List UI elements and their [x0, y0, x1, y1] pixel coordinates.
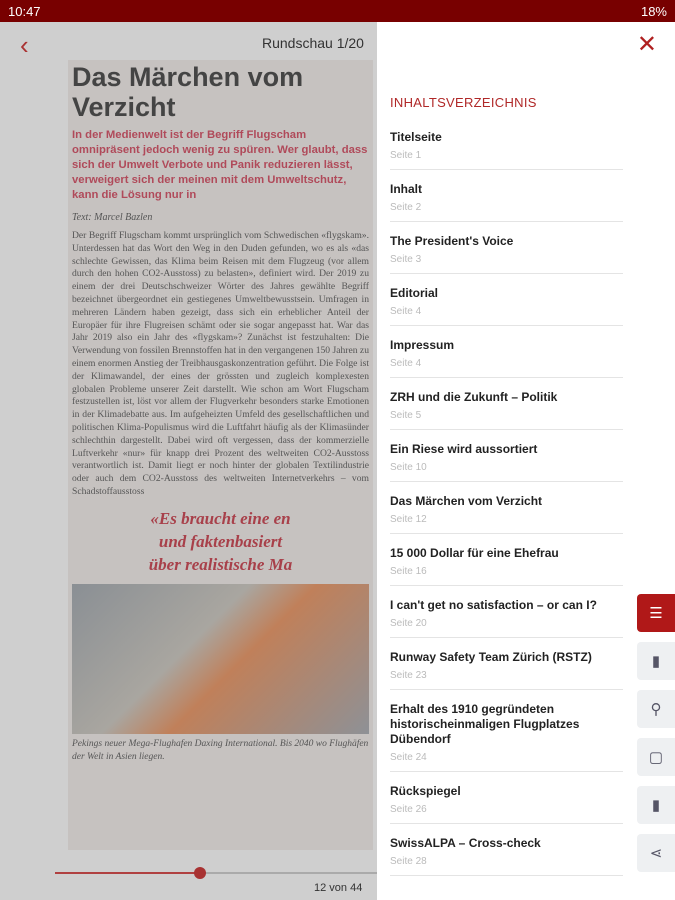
- toc-item-title: I can't get no satisfaction – or can I?: [390, 598, 597, 612]
- list-icon: ☰: [649, 605, 663, 622]
- page-button[interactable]: [637, 786, 675, 824]
- page-slider[interactable]: [55, 872, 377, 874]
- toc-item-title: SwissALPA – Cross-check: [390, 836, 541, 850]
- toc-item-page: Seite 20: [390, 618, 427, 629]
- toc-item-title: Ein Riese wird aussortiert: [390, 442, 538, 456]
- slider-handle[interactable]: [194, 867, 206, 879]
- toc-item-page: Seite 1: [390, 150, 422, 161]
- toc-item-page: Seite 26: [390, 804, 427, 815]
- toc-item[interactable]: [390, 493, 623, 534]
- toc-item[interactable]: [390, 129, 623, 170]
- toc-item-title: Editorial: [390, 286, 439, 300]
- toc-item-page: Seite 16: [390, 566, 427, 577]
- toc-item[interactable]: [390, 545, 623, 586]
- page-indicator: 12 von 44: [314, 882, 363, 894]
- toc-item-title: Inhalt: [390, 182, 422, 196]
- article-author: Text: Marcel Bazlen: [72, 212, 153, 223]
- toc-item[interactable]: [390, 783, 623, 824]
- toc-item[interactable]: [390, 181, 623, 222]
- toc-item[interactable]: [390, 285, 623, 326]
- toc-item[interactable]: [390, 233, 623, 274]
- toc-item-page: Seite 12: [390, 514, 427, 525]
- toc-item-page: Seite 5: [390, 410, 422, 421]
- toc-item[interactable]: [390, 835, 623, 876]
- toc-item-title: Das Märchen vom Verzicht: [390, 494, 543, 508]
- back-chevron-icon[interactable]: ‹: [20, 30, 29, 60]
- toc-heading: INHALTSVERZEICHNIS: [390, 95, 537, 110]
- page-icon: ▮: [651, 797, 661, 814]
- toc-list: [390, 129, 623, 887]
- toc-item-page: Seite 28: [390, 856, 427, 867]
- airport-photo: [72, 584, 369, 734]
- document-title: Rundschau 1/20: [262, 35, 364, 51]
- toc-item-title: Impressum: [390, 338, 455, 352]
- toc-item-title: Runway Safety Team Zürich (RSTZ): [390, 650, 592, 664]
- article-body: Der Begriff Flugscham kommt ursprünglich vom Schwedischen «flygskam». Unterdessen hat das Wort den Weg in den Duden gefunden, wo es als «das schlechte Gewissen, das Klima beim Reisen mit dem Flugzeug (vor allem durch den hohen CO2-Ausstoss) zu belasten», definiert wird. Der 2019 zu einem der drei Deutschschweizer Wörter des Jahres gewählte Begriff bezeichnet übergeordnet ein gestiegenes Umweltbewusstsein. Umfragen in mehreren Ländern haben gezeigt, dass sich ein erheblicher Anteil der Europäer für ihre Flugreisen schämt oder sie sogar angepasst hat. War das Jahr 2019 also ein Jahr des «flygskam»? Zunächst ist festzuhalten: Die Verwendung von fossilen Brennstoffen hat in den vergangenen 150 Jahren zu einem enormen Anstieg der Treibhausgaskonzentration geführt. Die Folge ist der Klimawandel, der eines der grössten und zugleich komplexesten globalen Probleme unserer Zeit darstellt. Wie schon am Wort Flugscham festzustellen ist, löst vor allem der Flugverkehr besonders starke Emotionen in der Klimadebatte aus. Im aufgeheizten Umfeld des gesellschaftlichen und politischen Klima-Populismus wird die Luftfahrt häufig als der Klimasünder schlechthin dargestellt. Dabei wird oft vergessen, dass der kommerzielle Luftverkehr «nur» für knapp drei Prozent des weltweiten CO2-Ausstoss verantwortlich ist. Damit liegt er noch hinter der globalen Textilindustrie oder auch dem CO2-Ausstoss des weltweiten Internetverkehrs – vom Schadstoffausstoss: [72, 230, 369, 497]
- status-bar: [0, 0, 675, 22]
- toc-item[interactable]: [390, 389, 623, 430]
- magazine-page[interactable]: [68, 60, 373, 850]
- toc-item[interactable]: [390, 597, 623, 638]
- tool-rail: [637, 594, 675, 882]
- photo-caption: Pekings neuer Mega-Flughafen Daxing International. Bis 2040 wo Flughäfen der Welt in Asien liegen.: [72, 738, 369, 762]
- search-icon: ⚲: [650, 701, 662, 718]
- toc-item-page: Seite 4: [390, 358, 422, 369]
- toc-item[interactable]: [390, 337, 623, 378]
- toc-item-title: The President's Voice: [390, 234, 514, 248]
- slider-fill: [55, 872, 200, 874]
- article-lead: In der Medienwelt ist der Begriff Flugscham omnipräsent jedoch wenig zu spüren. Wer glaubt, dass sich der Umwelt Verbote und Panik reduzieren lässt, verweigert sich der meinen mit dem Umweltschutz, kann die Lösung nur in: [72, 129, 368, 201]
- toc-item-page: Seite 23: [390, 670, 427, 681]
- battery-level: 18%: [640, 3, 667, 19]
- toc-item-page: Seite 4: [390, 306, 422, 317]
- toc-item-title: 15 000 Dollar für eine Ehefrau: [390, 546, 559, 560]
- share-button[interactable]: [637, 834, 675, 872]
- toc-item-page: Seite 2: [390, 202, 422, 213]
- toc-item-title: Rückspiegel: [390, 784, 461, 798]
- toc-drawer: [377, 22, 675, 900]
- document-icon: ▮: [651, 653, 661, 670]
- toc-item[interactable]: [390, 441, 623, 482]
- share-icon: ⋖: [649, 845, 663, 862]
- toc-item-page: Seite 10: [390, 462, 427, 473]
- document-button[interactable]: [637, 642, 675, 680]
- crop-icon: ▢: [648, 749, 664, 766]
- toc-item-title: Erhalt des 1910 gegründeten historischeinmaligen Flugplatzes Dübendorf: [390, 702, 580, 746]
- pull-quote: «Es braucht eine en und faktenbasiert über realistische Ma: [148, 508, 293, 574]
- toc-item[interactable]: [390, 649, 623, 690]
- toc-item-page: Seite 3: [390, 254, 422, 265]
- clock: 10:47: [8, 3, 41, 19]
- toc-item-page: Seite 24: [390, 752, 427, 763]
- search-button[interactable]: [637, 690, 675, 728]
- list-button[interactable]: [637, 594, 675, 632]
- toc-item[interactable]: [390, 701, 623, 772]
- crop-button[interactable]: [637, 738, 675, 776]
- article-headline: Das Märchen vom Verzicht: [72, 62, 304, 122]
- toc-item-title: ZRH und die Zukunft – Politik: [390, 390, 558, 404]
- toc-item-title: Titelseite: [390, 130, 442, 144]
- close-icon[interactable]: ✕: [636, 31, 657, 58]
